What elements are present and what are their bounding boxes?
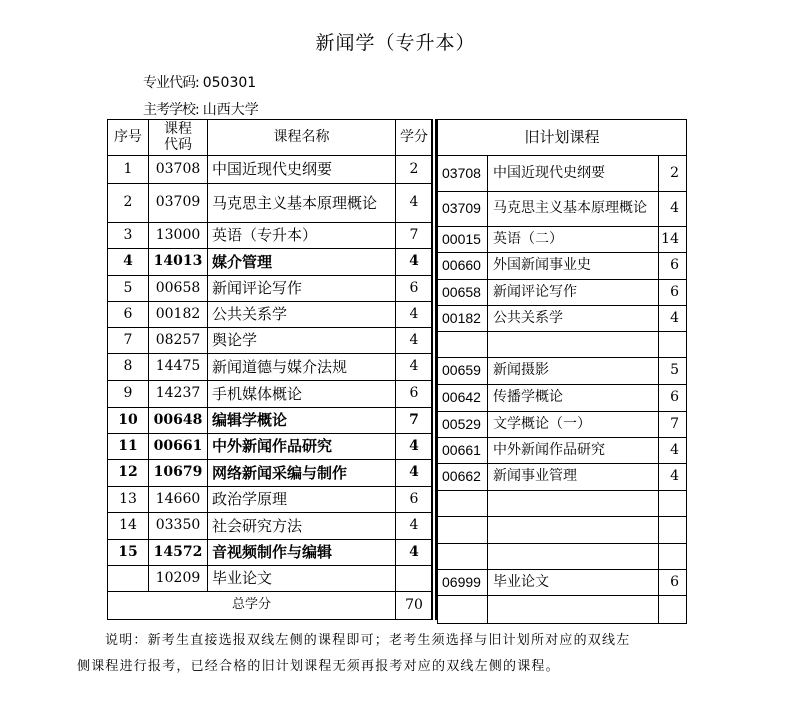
row-credit: 7: [396, 408, 433, 434]
old-row-credit: 14: [659, 227, 687, 253]
row-code: 10209: [149, 566, 208, 592]
old-plan-row: [438, 544, 687, 570]
table-row: [108, 354, 433, 381]
table-row: [108, 302, 433, 328]
old-row-code: 03709: [438, 192, 488, 227]
old-row-course-name: 文学概论（一）: [488, 412, 659, 438]
row-credit: 4: [396, 328, 433, 354]
row-seq: 11: [108, 434, 149, 460]
old-row-credit: 4: [659, 438, 687, 464]
old-row-credit: 6: [659, 253, 687, 280]
old-row-code: 00658: [438, 280, 488, 306]
row-credit: 4: [396, 460, 433, 487]
row-seq: 15: [108, 540, 149, 566]
old-row-course-name: 外国新闻事业史: [488, 253, 659, 280]
row-seq: 13: [108, 487, 149, 513]
major-code-value: 050301: [202, 75, 257, 91]
row-code: 00661: [149, 434, 208, 460]
old-row-credit: 7: [659, 412, 687, 438]
old-row-credit: [659, 491, 687, 517]
old-row-course-name: 传播学概论: [488, 385, 659, 412]
row-seq: [108, 566, 149, 592]
table-row: [108, 540, 433, 566]
old-plan-row: [438, 438, 687, 464]
table-row: [108, 184, 433, 223]
old-row-credit: 4: [659, 306, 687, 332]
row-course-name: 舆论学: [208, 328, 396, 354]
header-code-line2: 代码: [164, 136, 192, 153]
table-header-row: [108, 120, 433, 156]
old-row-code: 00661: [438, 438, 488, 464]
row-code: 03708: [149, 156, 208, 184]
row-course-name: 英语（专升本）: [208, 223, 396, 249]
row-seq: 1: [108, 156, 149, 184]
row-course-name: 新闻道德与媒介法规: [208, 354, 396, 381]
row-credit: 4: [396, 540, 433, 566]
old-plan-row: [438, 385, 687, 412]
table-row: [108, 434, 433, 460]
old-row-course-name: [488, 332, 659, 358]
old-plan-row: [438, 464, 687, 491]
row-code: 14013: [149, 249, 208, 276]
row-seq: 8: [108, 354, 149, 381]
row-code: 14660: [149, 487, 208, 513]
row-course-name: 社会研究方法: [208, 513, 396, 540]
row-credit: 6: [396, 276, 433, 302]
table-row: [108, 249, 433, 276]
old-row-code: 00642: [438, 385, 488, 412]
old-row-credit: [659, 332, 687, 358]
old-row-course-name: 毕业论文: [488, 570, 659, 596]
row-code: 14237: [149, 381, 208, 408]
row-seq: 14: [108, 513, 149, 540]
row-course-name: 音视频制作与编辑: [208, 540, 396, 566]
row-course-name: 网络新闻采编与制作: [208, 460, 396, 487]
old-plan-row: [438, 332, 687, 358]
note-line-1: 说明：新考生直接选报双线左侧的课程即可；老考生须选择与旧计划所对应的双线左: [105, 633, 631, 648]
row-code: 10679: [149, 460, 208, 487]
row-seq: 7: [108, 328, 149, 354]
old-row-credit: 4: [659, 464, 687, 491]
row-seq: 12: [108, 460, 149, 487]
row-seq: 5: [108, 276, 149, 302]
row-credit: 4: [396, 513, 433, 540]
old-row-course-name: 中外新闻作品研究: [488, 438, 659, 464]
row-code: 00648: [149, 408, 208, 434]
table-row: [108, 408, 433, 434]
header-seq: 序号: [108, 120, 149, 156]
old-plan-row: [438, 253, 687, 280]
old-row-course-name: 新闻摄影: [488, 358, 659, 385]
old-row-code: 00182: [438, 306, 488, 332]
old-plan-row: [438, 412, 687, 438]
row-course-name: 中外新闻作品研究: [208, 434, 396, 460]
school-value: 山西大学: [202, 102, 259, 118]
row-course-name: 手机媒体概论: [208, 381, 396, 408]
total-credit: 70: [396, 592, 433, 620]
row-seq: 4: [108, 249, 149, 276]
row-course-name: 公共关系学: [208, 302, 396, 328]
old-plan-header: 旧计划课程: [438, 120, 687, 156]
note-line-2: 侧课程进行报考，已经合格的旧计划课程无须再报考对应的双线左侧的课程。: [77, 659, 560, 674]
row-credit: [396, 566, 433, 592]
old-row-code: 06999: [438, 570, 488, 596]
header-name: 课程名称: [208, 120, 396, 156]
new-plan-table: [107, 119, 433, 620]
table-row: [108, 156, 433, 184]
old-row-code: [438, 491, 488, 517]
old-row-code: [438, 544, 488, 570]
old-row-code: [438, 596, 488, 624]
old-row-course-name: [488, 517, 659, 544]
table-row: [108, 328, 433, 354]
header-code-line1: 课程: [164, 121, 192, 138]
old-row-course-name: [488, 544, 659, 570]
header-code: [149, 120, 208, 156]
old-plan-row: [438, 156, 687, 192]
row-course-name: 新闻评论写作: [208, 276, 396, 302]
row-code: 14572: [149, 540, 208, 566]
old-row-credit: 4: [659, 192, 687, 227]
old-row-course-name: [488, 491, 659, 517]
table-row: [108, 381, 433, 408]
row-seq: 9: [108, 381, 149, 408]
old-row-credit: 6: [659, 385, 687, 412]
row-credit: 4: [396, 184, 433, 223]
table-row: [108, 276, 433, 302]
old-plan-row: [438, 517, 687, 544]
row-code: 14475: [149, 354, 208, 381]
row-credit: 4: [396, 354, 433, 381]
row-code: 08257: [149, 328, 208, 354]
total-label: 总学分: [108, 592, 396, 620]
old-plan-row: [438, 306, 687, 332]
old-row-course-name: 英语（二）: [488, 227, 659, 253]
row-code: 03709: [149, 184, 208, 223]
old-row-credit: 5: [659, 358, 687, 385]
row-seq: 3: [108, 223, 149, 249]
old-plan-header-row: [438, 120, 687, 156]
table-row: [108, 223, 433, 249]
old-row-code: 00529: [438, 412, 488, 438]
row-seq: 10: [108, 408, 149, 434]
row-credit: 4: [396, 249, 433, 276]
row-course-name: 编辑学概论: [208, 408, 396, 434]
old-row-credit: 2: [659, 156, 687, 192]
old-plan-row: [438, 596, 687, 624]
old-row-course-name: 公共关系学: [488, 306, 659, 332]
row-credit: 6: [396, 487, 433, 513]
old-row-course-name: [488, 596, 659, 624]
row-credit: 2: [396, 156, 433, 184]
old-row-course-name: 新闻事业管理: [488, 464, 659, 491]
old-row-code: 00662: [438, 464, 488, 491]
row-code: 00658: [149, 276, 208, 302]
header-credit: 学分: [396, 120, 433, 156]
row-seq: 2: [108, 184, 149, 223]
old-row-course-name: 马克思主义基本原理概论: [488, 192, 659, 227]
row-course-name: 毕业论文: [208, 566, 396, 592]
row-course-name: 马克思主义基本原理概论: [208, 184, 396, 223]
row-course-name: 中国近现代史纲要: [208, 156, 396, 184]
old-row-code: 00660: [438, 253, 488, 280]
row-credit: 7: [396, 223, 433, 249]
old-row-credit: 6: [659, 570, 687, 596]
old-row-code: 00659: [438, 358, 488, 385]
old-row-course-name: 中国近现代史纲要: [488, 156, 659, 192]
old-plan-row: [438, 280, 687, 306]
old-plan-table: [437, 119, 687, 624]
row-credit: 4: [396, 434, 433, 460]
page-title: 新闻学（专升本）: [315, 32, 476, 54]
major-code-line: [143, 72, 256, 92]
row-course-name: 政治学原理: [208, 487, 396, 513]
old-row-code: 03708: [438, 156, 488, 192]
old-row-course-name: 新闻评论写作: [488, 280, 659, 306]
old-row-credit: [659, 517, 687, 544]
school-line: [143, 99, 259, 119]
table-row: [108, 513, 433, 540]
total-row: [108, 592, 433, 620]
old-row-code: 00015: [438, 227, 488, 253]
table-row: [108, 460, 433, 487]
table-row: [108, 566, 433, 592]
row-code: 00182: [149, 302, 208, 328]
school-label: 主考学校:: [143, 102, 199, 118]
row-seq: 6: [108, 302, 149, 328]
row-code: 03350: [149, 513, 208, 540]
table-row: [108, 487, 433, 513]
old-row-credit: [659, 544, 687, 570]
explanation-note: [77, 628, 727, 680]
row-code: 13000: [149, 223, 208, 249]
row-credit: 6: [396, 381, 433, 408]
old-plan-row: [438, 227, 687, 253]
old-plan-row: [438, 358, 687, 385]
row-course-name: 媒介管理: [208, 249, 396, 276]
old-row-credit: [659, 596, 687, 624]
row-credit: 4: [396, 302, 433, 328]
old-row-code: [438, 517, 488, 544]
old-row-code: [438, 332, 488, 358]
old-row-credit: 6: [659, 280, 687, 306]
old-plan-row: [438, 491, 687, 517]
old-plan-row: [438, 192, 687, 227]
old-plan-row: [438, 570, 687, 596]
major-code-label: 专业代码:: [143, 75, 199, 91]
